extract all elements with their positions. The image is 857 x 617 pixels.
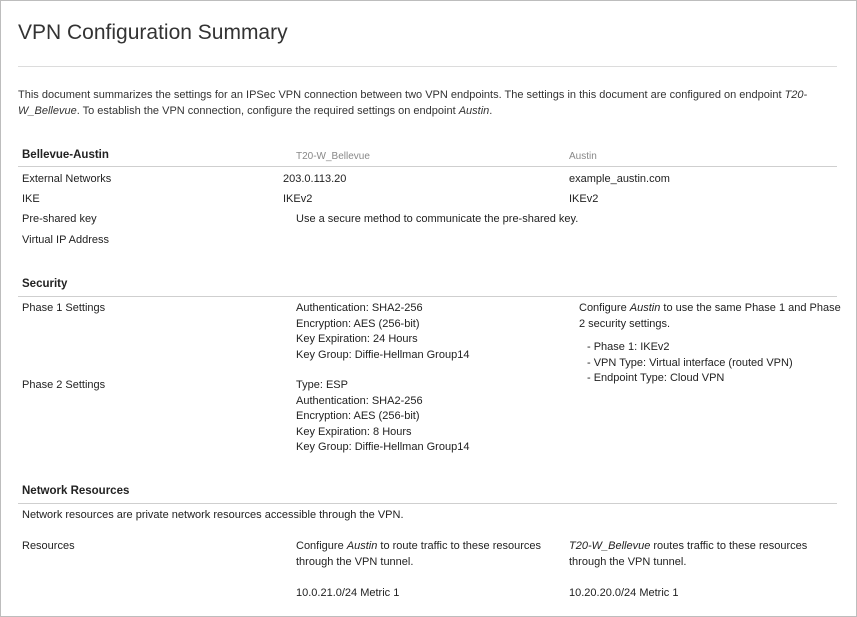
security-note bbox=[579, 301, 841, 332]
network-divider bbox=[18, 503, 837, 504]
network-resources-heading: Network Resources bbox=[22, 485, 130, 497]
tunnel-divider bbox=[18, 166, 837, 167]
page-title: VPN Configuration Summary bbox=[18, 21, 288, 44]
phase2-key-group: Key Group: Diffie-Hellman Group14 bbox=[296, 441, 470, 453]
column-header-local: T20-W_Bellevue bbox=[296, 151, 370, 162]
resources-local-pre: Configure bbox=[296, 540, 344, 552]
security-note-list bbox=[587, 340, 793, 387]
intro-text-2: . To establish the VPN connection, configure the required settings on endpoint bbox=[76, 105, 456, 117]
phase1-settings bbox=[296, 301, 469, 363]
resources-local-note bbox=[296, 539, 541, 570]
resources-remote-note bbox=[569, 539, 807, 570]
phase1-label: Phase 1 Settings bbox=[22, 302, 106, 314]
row-label-pre-shared-key: Pre-shared key bbox=[22, 213, 97, 225]
ike-local: IKEv2 bbox=[283, 193, 313, 205]
security-note-item: - Phase 1: IKEv2 bbox=[587, 341, 670, 353]
resources-local-value: 10.0.21.0/24 Metric 1 bbox=[296, 587, 400, 599]
resources-remote-post: routes traffic to these resources bbox=[653, 540, 808, 552]
resources-local-line2: through the VPN tunnel. bbox=[296, 555, 414, 568]
security-note-post: to use the same Phase 1 and Phase 2 security settings. bbox=[579, 302, 841, 330]
security-note-item: - VPN Type: Virtual interface (routed VPN) bbox=[587, 356, 793, 369]
external-network-local: 203.0.113.20 bbox=[283, 173, 347, 185]
phase2-settings bbox=[296, 378, 469, 456]
phase1-key-expiration: Key Expiration: 24 Hours bbox=[296, 333, 418, 345]
intro-endpoint-remote: Austin bbox=[458, 105, 490, 117]
security-heading: Security bbox=[22, 278, 68, 290]
resources-remote-value: 10.20.20.0/24 Metric 1 bbox=[569, 587, 679, 599]
security-note-pre: Configure bbox=[579, 302, 627, 314]
security-note-endpoint: Austin bbox=[629, 302, 661, 314]
phase2-key-expiration: Key Expiration: 8 Hours bbox=[296, 425, 412, 438]
security-divider bbox=[18, 296, 837, 297]
row-label-external-networks: External Networks bbox=[22, 173, 112, 185]
resources-remote-line2: through the VPN tunnel. bbox=[569, 555, 687, 568]
resources-remote-endpoint: T20-W_Bellevue bbox=[569, 540, 651, 552]
pre-shared-key-note: Use a secure method to communicate the pre-shared key. bbox=[296, 213, 579, 225]
column-header-remote: Austin bbox=[569, 151, 597, 162]
row-label-ike: IKE bbox=[22, 193, 40, 205]
security-note-item: - Endpoint Type: Cloud VPN bbox=[587, 372, 725, 384]
phase1-encryption: Encryption: AES (256-bit) bbox=[296, 317, 420, 330]
phase1-key-group: Key Group: Diffie-Hellman Group14 bbox=[296, 348, 470, 361]
ike-remote: IKEv2 bbox=[569, 193, 599, 205]
resources-label: Resources bbox=[22, 540, 75, 552]
external-network-remote: example_austin.com bbox=[569, 173, 670, 185]
intro-paragraph bbox=[18, 87, 838, 119]
phase1-authentication: Authentication: SHA2-256 bbox=[296, 302, 423, 314]
intro-text-3: . bbox=[489, 105, 493, 117]
tunnel-name-heading: Bellevue-Austin bbox=[22, 149, 109, 161]
intro-endpoint-local: T20-W_Bellevue bbox=[18, 89, 808, 117]
network-description: Network resources are private network resources accessible through the VPN. bbox=[22, 509, 404, 521]
phase2-label: Phase 2 Settings bbox=[22, 379, 106, 391]
resources-local-post: to route traffic to these resources bbox=[380, 540, 542, 552]
resources-local-endpoint: Austin bbox=[346, 540, 378, 552]
title-divider bbox=[18, 66, 837, 67]
intro-text-1: This document summarizes the settings for an IPSec VPN connection between two VPN endpoints. The settings in this document are configured on endpoint bbox=[18, 89, 782, 101]
phase2-type: Type: ESP bbox=[296, 379, 348, 391]
phase2-authentication: Authentication: SHA2-256 bbox=[296, 394, 423, 407]
phase2-encryption: Encryption: AES (256-bit) bbox=[296, 410, 420, 422]
row-label-virtual-ip: Virtual IP Address bbox=[22, 234, 110, 246]
